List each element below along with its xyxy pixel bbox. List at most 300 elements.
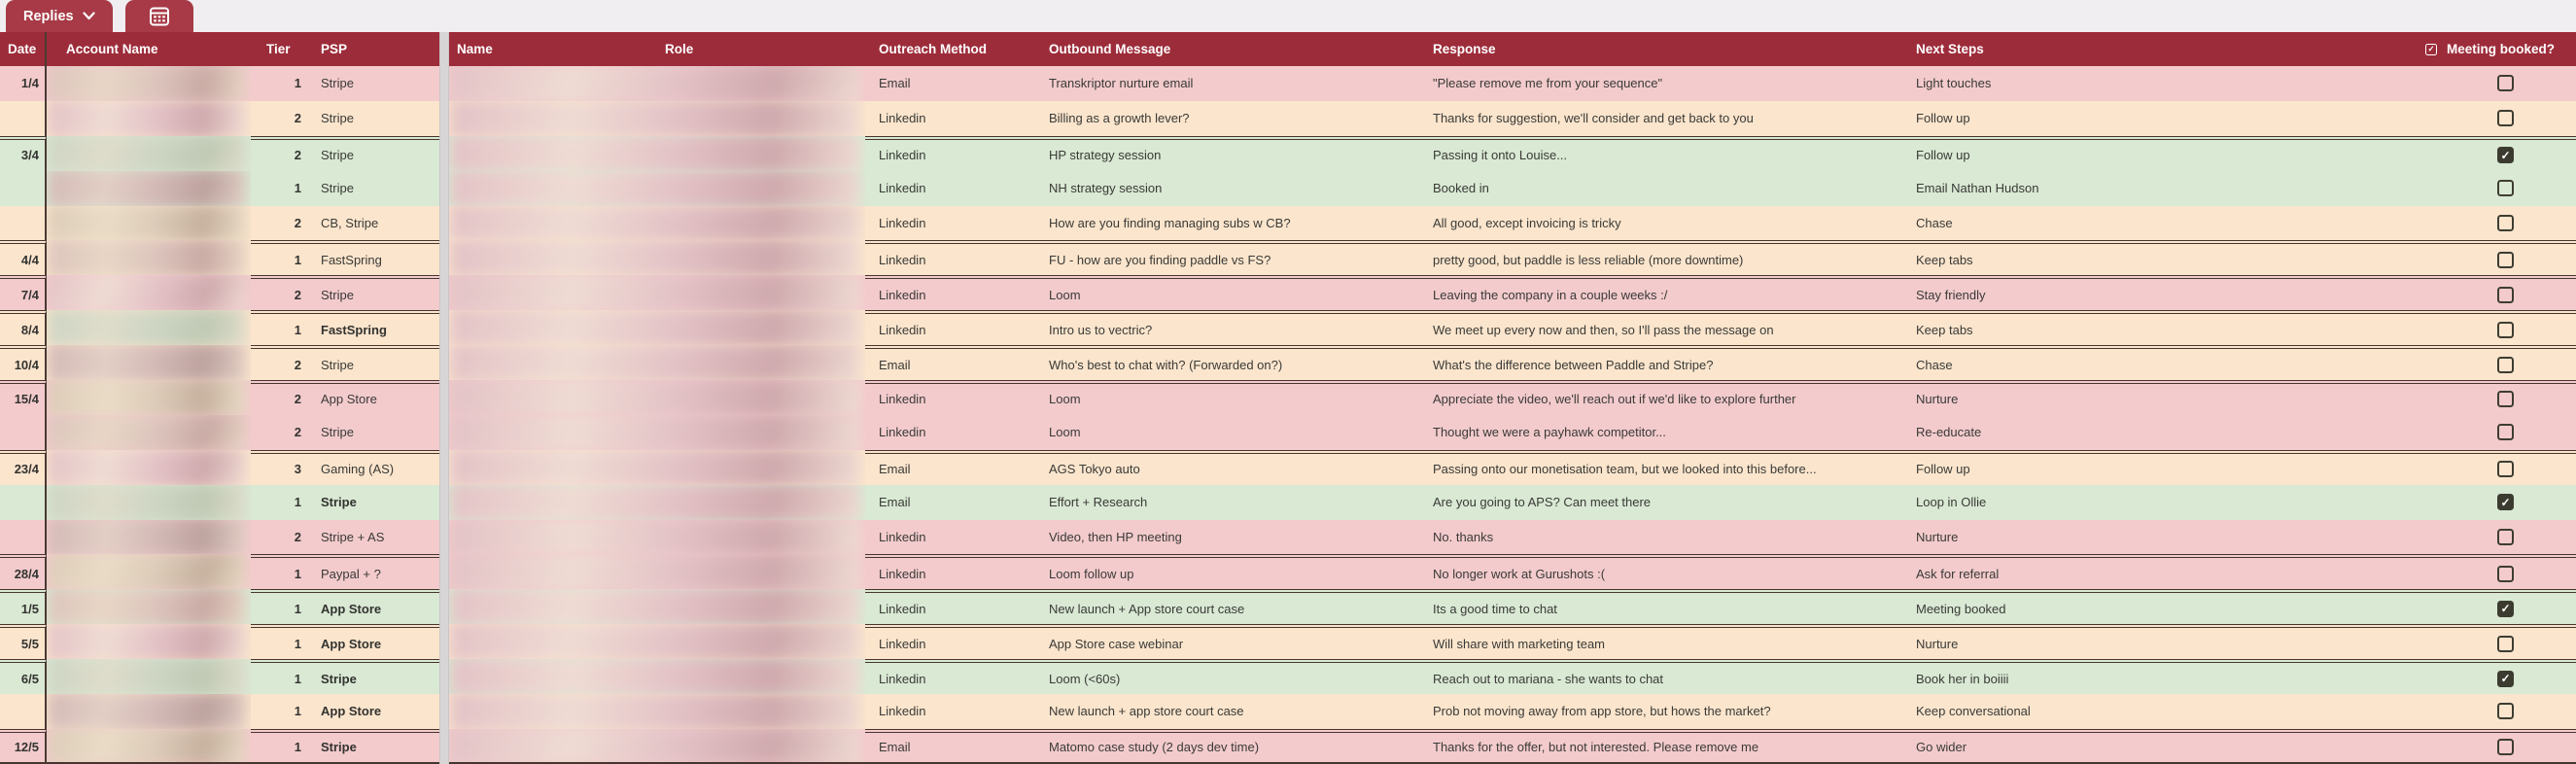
cell-meeting-booked[interactable]	[2344, 485, 2576, 520]
frozen-pane-divider	[439, 66, 449, 101]
sheet-tab-grid[interactable]	[125, 0, 193, 32]
cell-next-steps[interactable]: Go wider	[1902, 729, 2344, 764]
cell-account-name[interactable]	[47, 240, 251, 275]
cell-next-steps[interactable]: Loop in Ollie	[1902, 485, 2344, 520]
cell-psp[interactable]: FastSpring	[313, 240, 439, 275]
cell-psp[interactable]: Stripe	[313, 66, 439, 101]
cell-account-name[interactable]	[47, 589, 251, 624]
cell-tier[interactable]: 1	[251, 624, 313, 659]
cell-name-role[interactable]	[449, 450, 865, 485]
cell-response[interactable]: Booked in	[1419, 171, 1902, 206]
cell-outbound-message[interactable]: Billing as a growth lever?	[1035, 101, 1419, 136]
cell-psp[interactable]: App Store	[313, 694, 439, 729]
redacted-blur	[48, 206, 246, 241]
cell-date[interactable]	[0, 485, 47, 520]
cell-name-role[interactable]	[449, 136, 865, 171]
cell-outreach-method[interactable]: Linkedin	[865, 659, 1035, 694]
cell-outreach-method[interactable]: Linkedin	[865, 310, 1035, 345]
table-row	[0, 659, 2576, 694]
meeting-checkbox[interactable]: ✓	[2497, 671, 2514, 687]
cell-psp[interactable]: FastSpring	[313, 310, 439, 345]
cell-account-name[interactable]	[47, 485, 251, 520]
meeting-checkbox[interactable]	[2497, 322, 2514, 338]
meeting-checkbox[interactable]: ✓	[2497, 601, 2514, 617]
column-header-date[interactable]: Date	[0, 32, 47, 66]
cell-meeting-booked[interactable]	[2344, 659, 2576, 694]
redacted-blur	[450, 624, 860, 659]
cell-name-role[interactable]	[449, 240, 865, 275]
redacted-blur	[48, 415, 246, 450]
redacted-blur	[48, 240, 246, 275]
cell-date[interactable]: 10/4	[0, 345, 47, 380]
frozen-pane-divider	[439, 729, 449, 764]
redacted-blur	[48, 659, 246, 694]
cell-next-steps[interactable]: Nurture	[1902, 380, 2344, 415]
frozen-pane-divider	[439, 589, 449, 624]
cell-psp[interactable]: Stripe	[313, 415, 439, 450]
frozen-pane-divider	[439, 450, 449, 485]
cell-psp[interactable]: Stripe	[313, 345, 439, 380]
cell-next-steps[interactable]: Email Nathan Hudson	[1902, 171, 2344, 206]
redacted-blur	[450, 171, 860, 206]
redacted-blur	[48, 450, 246, 485]
redacted-blur	[48, 345, 246, 380]
cell-outreach-method[interactable]: Linkedin	[865, 380, 1035, 415]
cell-outbound-message[interactable]: Video, then HP meeting	[1035, 520, 1419, 555]
meeting-checkbox[interactable]	[2497, 287, 2514, 303]
cell-response[interactable]: "Please remove me from your sequence"	[1419, 66, 1902, 101]
cell-next-steps[interactable]: Follow up	[1902, 136, 2344, 171]
table-row	[0, 624, 2576, 659]
cell-outreach-method[interactable]: Linkedin	[865, 136, 1035, 171]
cell-outreach-method[interactable]: Linkedin	[865, 694, 1035, 729]
table-row	[0, 240, 2576, 275]
redacted-blur	[450, 520, 860, 555]
cell-name-role[interactable]	[449, 485, 865, 520]
cell-tier[interactable]: 3	[251, 450, 313, 485]
meeting-checkbox[interactable]	[2497, 391, 2514, 407]
cell-account-name[interactable]	[47, 275, 251, 310]
cell-next-steps[interactable]: Follow up	[1902, 101, 2344, 136]
cell-psp[interactable]: Stripe	[313, 171, 439, 206]
cell-date[interactable]: 5/5	[0, 624, 47, 659]
cell-account-name[interactable]	[47, 659, 251, 694]
cell-meeting-booked[interactable]	[2344, 624, 2576, 659]
cell-date[interactable]: 12/5	[0, 729, 47, 764]
column-header-role[interactable]: Role	[657, 32, 865, 66]
cell-next-steps[interactable]: Keep tabs	[1902, 240, 2344, 275]
column-header-meeting-booked[interactable]	[2344, 32, 2576, 66]
table-row	[0, 345, 2576, 380]
meeting-checkbox[interactable]	[2497, 739, 2514, 755]
cell-meeting-booked[interactable]	[2344, 380, 2576, 415]
cell-next-steps[interactable]: Follow up	[1902, 450, 2344, 485]
column-header-name[interactable]: Name	[449, 32, 657, 66]
cell-meeting-booked[interactable]	[2344, 520, 2576, 555]
cell-account-name[interactable]	[47, 554, 251, 589]
cell-outbound-message[interactable]: Loom	[1035, 415, 1419, 450]
cell-date[interactable]: 23/4	[0, 450, 47, 485]
meeting-checkbox[interactable]: ✓	[2497, 147, 2514, 163]
cell-tier[interactable]: 1	[251, 240, 313, 275]
cell-date[interactable]: 28/4	[0, 554, 47, 589]
meeting-checkbox[interactable]	[2497, 566, 2514, 582]
cell-name-role[interactable]	[449, 520, 865, 555]
checkbox-icon: ✓	[2425, 44, 2437, 55]
cell-outbound-message[interactable]: App Store case webinar	[1035, 624, 1419, 659]
cell-outreach-method[interactable]: Linkedin	[865, 101, 1035, 136]
cell-outreach-method[interactable]: Linkedin	[865, 554, 1035, 589]
frozen-pane-divider	[439, 520, 449, 555]
cell-account-name[interactable]	[47, 136, 251, 171]
cell-meeting-booked[interactable]	[2344, 345, 2576, 380]
cell-response[interactable]: Passing it onto Louise...	[1419, 136, 1902, 171]
cell-meeting-booked[interactable]	[2344, 450, 2576, 485]
cell-psp[interactable]: Stripe	[313, 275, 439, 310]
frozen-pane-divider	[439, 171, 449, 206]
redacted-blur	[450, 729, 860, 764]
cell-outreach-method[interactable]: Linkedin	[865, 240, 1035, 275]
column-header-row	[0, 32, 2576, 66]
meeting-checkbox[interactable]	[2497, 703, 2514, 719]
frozen-pane-divider	[439, 659, 449, 694]
cell-meeting-booked[interactable]	[2344, 415, 2576, 450]
cell-response[interactable]: Leaving the company in a couple weeks :/	[1419, 275, 1902, 310]
cell-meeting-booked[interactable]	[2344, 66, 2576, 101]
redacted-blur	[48, 66, 246, 101]
redacted-blur	[48, 554, 246, 589]
cell-meeting-booked[interactable]	[2344, 554, 2576, 589]
cell-account-name[interactable]	[47, 624, 251, 659]
redacted-blur	[48, 624, 246, 659]
cell-date[interactable]: 7/4	[0, 275, 47, 310]
cell-outbound-message[interactable]: Effort + Research	[1035, 485, 1419, 520]
cell-account-name[interactable]	[47, 345, 251, 380]
cell-next-steps[interactable]: Chase	[1902, 206, 2344, 241]
cell-psp[interactable]: CB, Stripe	[313, 206, 439, 241]
cell-psp[interactable]: Stripe	[313, 101, 439, 136]
redacted-blur	[450, 310, 860, 345]
cell-date[interactable]: 6/5	[0, 659, 47, 694]
cell-tier[interactable]: 1	[251, 310, 313, 345]
redacted-blur	[450, 136, 860, 171]
cell-date[interactable]: 3/4	[0, 136, 47, 171]
meeting-checkbox[interactable]	[2497, 461, 2514, 477]
meeting-checkbox[interactable]	[2497, 529, 2514, 545]
redacted-blur	[450, 694, 860, 729]
cell-response[interactable]: Thanks for the offer, but not interested. Please remove me	[1419, 729, 1902, 764]
table-row	[0, 275, 2576, 310]
cell-tier[interactable]: 1	[251, 729, 313, 764]
cell-next-steps[interactable]: Re-educate	[1902, 415, 2344, 450]
cell-name-role[interactable]	[449, 171, 865, 206]
frozen-pane-divider	[439, 240, 449, 275]
cell-psp[interactable]: Gaming (AS)	[313, 450, 439, 485]
meeting-checkbox[interactable]: ✓	[2497, 494, 2514, 510]
cell-date[interactable]	[0, 206, 47, 241]
cell-outbound-message[interactable]: Intro us to vectric?	[1035, 310, 1419, 345]
cell-next-steps[interactable]: Keep tabs	[1902, 310, 2344, 345]
chevron-down-icon	[83, 12, 95, 20]
column-header-account[interactable]: Account Name	[47, 32, 251, 66]
cell-next-steps[interactable]: Stay friendly	[1902, 275, 2344, 310]
cell-name-role[interactable]	[449, 624, 865, 659]
cell-tier[interactable]: 2	[251, 520, 313, 555]
meeting-checkbox[interactable]	[2497, 215, 2514, 231]
cell-tier[interactable]: 1	[251, 485, 313, 520]
cell-outbound-message[interactable]: NH strategy session	[1035, 171, 1419, 206]
cell-psp[interactable]: App Store	[313, 624, 439, 659]
cell-response[interactable]: No. thanks	[1419, 520, 1902, 555]
cell-account-name[interactable]	[47, 310, 251, 345]
cell-response[interactable]: Are you going to APS? Can meet there	[1419, 485, 1902, 520]
cell-outreach-method[interactable]: Linkedin	[865, 171, 1035, 206]
cell-outreach-method[interactable]: Linkedin	[865, 206, 1035, 241]
column-header-tier[interactable]: Tier	[251, 32, 313, 66]
cell-name-role[interactable]	[449, 694, 865, 729]
meeting-checkbox[interactable]	[2497, 357, 2514, 373]
cell-response[interactable]: Passing onto our monetisation team, but we looked into this before...	[1419, 450, 1902, 485]
meeting-checkbox[interactable]	[2497, 180, 2514, 196]
cell-name-role[interactable]	[449, 310, 865, 345]
frozen-pane-divider	[439, 485, 449, 520]
cell-outbound-message[interactable]: How are you finding managing subs w CB?	[1035, 206, 1419, 241]
frozen-pane-divider	[439, 275, 449, 310]
cell-response[interactable]: Prob not moving away from app store, but hows the market?	[1419, 694, 1902, 729]
redacted-blur	[450, 485, 860, 520]
cell-date[interactable]: 15/4	[0, 380, 47, 415]
cell-response[interactable]: Will share with marketing team	[1419, 624, 1902, 659]
redacted-blur	[48, 729, 246, 764]
frozen-pane-divider	[439, 206, 449, 241]
meeting-checkbox[interactable]	[2497, 110, 2514, 126]
cell-outreach-method[interactable]: Linkedin	[865, 624, 1035, 659]
cell-response[interactable]: What's the difference between Paddle and Stripe?	[1419, 345, 1902, 380]
cell-name-role[interactable]	[449, 729, 865, 764]
cell-account-name[interactable]	[47, 206, 251, 241]
cell-response[interactable]: We meet up every now and then, so I'll pass the message on	[1419, 310, 1902, 345]
cell-name-role[interactable]	[449, 380, 865, 415]
cell-psp[interactable]: App Store	[313, 380, 439, 415]
cell-date[interactable]	[0, 171, 47, 206]
cell-meeting-booked[interactable]	[2344, 136, 2576, 171]
cell-outreach-method[interactable]: Linkedin	[865, 520, 1035, 555]
column-header-next-steps[interactable]: Next Steps	[1902, 32, 2344, 66]
cell-response[interactable]: Reach out to mariana - she wants to chat	[1419, 659, 1902, 694]
redacted-blur	[48, 310, 246, 345]
cell-outbound-message[interactable]: AGS Tokyo auto	[1035, 450, 1419, 485]
table-row	[0, 589, 2576, 624]
cell-date[interactable]: 4/4	[0, 240, 47, 275]
redacted-blur	[450, 380, 860, 415]
cell-name-role[interactable]	[449, 345, 865, 380]
cell-psp[interactable]: Paypal + ?	[313, 554, 439, 589]
column-header-psp[interactable]: PSP	[313, 32, 439, 66]
redacted-blur	[450, 240, 860, 275]
cell-next-steps[interactable]: Book her in boiiii	[1902, 659, 2344, 694]
cell-date[interactable]	[0, 101, 47, 136]
cell-account-name[interactable]	[47, 101, 251, 136]
cell-outreach-method[interactable]: Email	[865, 729, 1035, 764]
cell-tier[interactable]: 1	[251, 659, 313, 694]
cell-outbound-message[interactable]: Loom	[1035, 380, 1419, 415]
redacted-blur	[48, 275, 246, 310]
cell-date[interactable]	[0, 415, 47, 450]
cell-outbound-message[interactable]: New launch + app store court case	[1035, 694, 1419, 729]
cell-next-steps[interactable]: Nurture	[1902, 624, 2344, 659]
cell-psp[interactable]: Stripe	[313, 729, 439, 764]
cell-name-role[interactable]	[449, 659, 865, 694]
cell-account-name[interactable]	[47, 520, 251, 555]
meeting-checkbox[interactable]	[2497, 424, 2514, 440]
cell-tier[interactable]: 2	[251, 136, 313, 171]
cell-response[interactable]: Its a good time to chat	[1419, 589, 1902, 624]
cell-outreach-method[interactable]: Email	[865, 345, 1035, 380]
cell-account-name[interactable]	[47, 66, 251, 101]
column-header-outreach[interactable]: Outreach Method	[865, 32, 1035, 66]
cell-outreach-method[interactable]: Linkedin	[865, 415, 1035, 450]
column-header-outbound[interactable]: Outbound Message	[1035, 32, 1419, 66]
cell-next-steps[interactable]: Ask for referral	[1902, 554, 2344, 589]
column-header-response[interactable]: Response	[1419, 32, 1902, 66]
meeting-checkbox[interactable]	[2497, 636, 2514, 652]
table-row	[0, 380, 2576, 415]
cell-name-role[interactable]	[449, 275, 865, 310]
cell-meeting-booked[interactable]	[2344, 589, 2576, 624]
table-body	[0, 66, 2576, 764]
redacted-blur	[450, 206, 860, 241]
cell-meeting-booked[interactable]	[2344, 101, 2576, 136]
cell-meeting-booked[interactable]	[2344, 275, 2576, 310]
meeting-checkbox[interactable]	[2497, 75, 2514, 91]
cell-name-role[interactable]	[449, 66, 865, 101]
frozen-pane-divider	[439, 554, 449, 589]
table-row	[0, 136, 2576, 171]
table-row	[0, 694, 2576, 729]
cell-name-role[interactable]	[449, 415, 865, 450]
cell-tier[interactable]: 1	[251, 589, 313, 624]
cell-outbound-message[interactable]: HP strategy session	[1035, 136, 1419, 171]
cell-next-steps[interactable]: Meeting booked	[1902, 589, 2344, 624]
cell-tier[interactable]: 2	[251, 206, 313, 241]
cell-outbound-message[interactable]: Who's best to chat with? (Forwarded on?)	[1035, 345, 1419, 380]
cell-tier[interactable]: 2	[251, 345, 313, 380]
cell-tier[interactable]: 1	[251, 66, 313, 101]
redacted-blur	[48, 101, 246, 136]
frozen-pane-divider	[439, 101, 449, 136]
cell-outbound-message[interactable]: Loom	[1035, 275, 1419, 310]
cell-account-name[interactable]	[47, 171, 251, 206]
cell-account-name[interactable]	[47, 729, 251, 764]
cell-outreach-method[interactable]: Email	[865, 450, 1035, 485]
cell-response[interactable]: Appreciate the video, we'll reach out if we'd like to explore further	[1419, 380, 1902, 415]
cell-name-role[interactable]	[449, 554, 865, 589]
redacted-blur	[450, 66, 860, 101]
cell-psp[interactable]: App Store	[313, 589, 439, 624]
cell-name-role[interactable]	[449, 101, 865, 136]
cell-psp[interactable]: Stripe	[313, 136, 439, 171]
cell-next-steps[interactable]: Chase	[1902, 345, 2344, 380]
cell-response[interactable]: Thought we were a payhawk competitor...	[1419, 415, 1902, 450]
cell-outreach-method[interactable]: Email	[865, 66, 1035, 101]
table-row	[0, 554, 2576, 589]
cell-tier[interactable]: 1	[251, 171, 313, 206]
cell-account-name[interactable]	[47, 380, 251, 415]
cell-date[interactable]	[0, 520, 47, 555]
cell-next-steps[interactable]: Light touches	[1902, 66, 2344, 101]
cell-date[interactable]: 8/4	[0, 310, 47, 345]
cell-response[interactable]: No longer work at Gurushots :(	[1419, 554, 1902, 589]
cell-account-name[interactable]	[47, 415, 251, 450]
cell-psp[interactable]: Stripe	[313, 485, 439, 520]
cell-outbound-message[interactable]: FU - how are you finding paddle vs FS?	[1035, 240, 1419, 275]
cell-outreach-method[interactable]: Linkedin	[865, 589, 1035, 624]
cell-meeting-booked[interactable]	[2344, 694, 2576, 729]
cell-date[interactable]: 1/4	[0, 66, 47, 101]
cell-date[interactable]	[0, 694, 47, 729]
table-row	[0, 450, 2576, 485]
cell-meeting-booked[interactable]	[2344, 310, 2576, 345]
cell-outbound-message[interactable]: Loom follow up	[1035, 554, 1419, 589]
cell-outbound-message[interactable]: Transkriptor nurture email	[1035, 66, 1419, 101]
cell-response[interactable]: Thanks for suggestion, we'll consider and get back to you	[1419, 101, 1902, 136]
table-row	[0, 415, 2576, 450]
cell-outreach-method[interactable]: Linkedin	[865, 275, 1035, 310]
sheet-tab-bar	[0, 0, 2576, 32]
table-row	[0, 206, 2576, 241]
cell-response[interactable]: pretty good, but paddle is less reliable (more downtime)	[1419, 240, 1902, 275]
cell-meeting-booked[interactable]	[2344, 240, 2576, 275]
cell-tier[interactable]: 2	[251, 380, 313, 415]
table-row	[0, 66, 2576, 101]
table-row	[0, 520, 2576, 555]
redacted-blur	[48, 380, 246, 415]
cell-outbound-message[interactable]: New launch + App store court case	[1035, 589, 1419, 624]
cell-meeting-booked[interactable]	[2344, 171, 2576, 206]
cell-tier[interactable]: 2	[251, 415, 313, 450]
cell-name-role[interactable]	[449, 206, 865, 241]
cell-tier[interactable]: 2	[251, 275, 313, 310]
redacted-blur	[48, 694, 246, 729]
cell-date[interactable]: 1/5	[0, 589, 47, 624]
redacted-blur	[450, 345, 860, 380]
frozen-pane-divider	[439, 310, 449, 345]
cell-tier[interactable]: 2	[251, 101, 313, 136]
cell-outbound-message[interactable]: Loom (<60s)	[1035, 659, 1419, 694]
cell-psp[interactable]: Stripe + AS	[313, 520, 439, 555]
redacted-blur	[450, 275, 860, 310]
cell-response[interactable]: All good, except invoicing is tricky	[1419, 206, 1902, 241]
redacted-blur	[450, 554, 860, 589]
redacted-blur	[48, 589, 246, 624]
cell-account-name[interactable]	[47, 450, 251, 485]
cell-meeting-booked[interactable]	[2344, 206, 2576, 241]
cell-tier[interactable]: 1	[251, 694, 313, 729]
table-row	[0, 310, 2576, 345]
cell-tier[interactable]: 1	[251, 554, 313, 589]
cell-account-name[interactable]	[47, 694, 251, 729]
cell-next-steps[interactable]: Keep conversational	[1902, 694, 2344, 729]
cell-name-role[interactable]	[449, 589, 865, 624]
cell-outreach-method[interactable]: Email	[865, 485, 1035, 520]
sheet-tab-replies[interactable]	[6, 0, 113, 32]
cell-next-steps[interactable]: Nurture	[1902, 520, 2344, 555]
meeting-checkbox[interactable]	[2497, 252, 2514, 268]
cell-psp[interactable]: Stripe	[313, 659, 439, 694]
cell-outbound-message[interactable]: Matomo case study (2 days dev time)	[1035, 729, 1419, 764]
cell-meeting-booked[interactable]	[2344, 729, 2576, 764]
frozen-pane-divider	[439, 694, 449, 729]
